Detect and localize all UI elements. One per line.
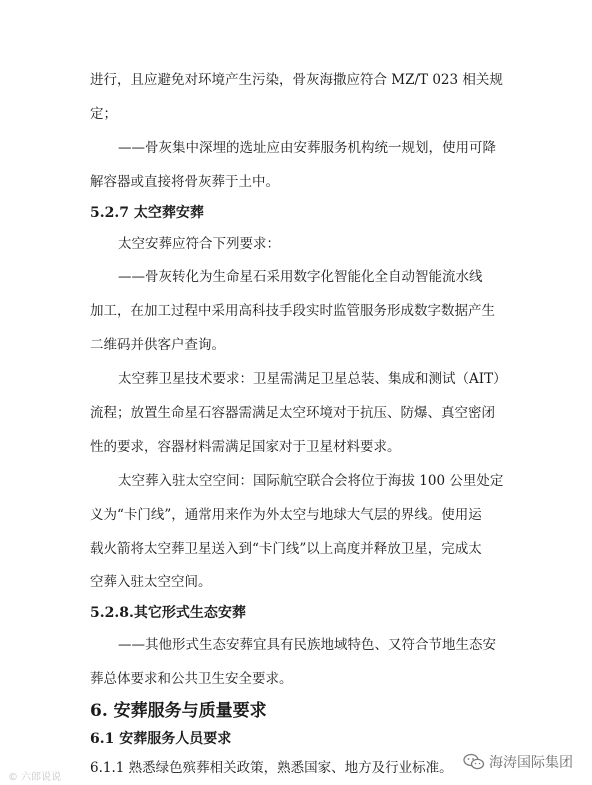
body-line: 太空葬卫星技术要求：卫星需满足卫星总装、集成和测试（AIT） bbox=[118, 371, 507, 387]
body-line: 空葬入驻太空空间。 bbox=[90, 574, 212, 590]
body-line: ——骨灰转化为生命星石采用数字化智能化全自动智能流水线 bbox=[118, 269, 483, 285]
section-heading-5-2-7: 5.2.7 太空葬安葬 bbox=[90, 205, 204, 221]
body-line: 流程；放置生命星石容器需满足太空环境对于抗压、防爆、真空密闭 bbox=[90, 405, 495, 421]
body-line: 性的要求，容器材料需满足国家对于卫星材料要求。 bbox=[90, 439, 401, 455]
body-line: ——其他形式生态安葬宜具有民族地域特色、又符合节地生态安 bbox=[118, 637, 496, 653]
wechat-icon bbox=[463, 753, 485, 771]
body-line: ——骨灰集中深埋的选址应由安葬服务机构统一规划，使用可降 bbox=[118, 140, 496, 156]
body-line: 解容器或直接将骨灰葬于土中。 bbox=[90, 174, 279, 190]
body-line: 加工，在加工过程中采用高科技手段实时监管服务形成数字数据产生 bbox=[90, 303, 495, 319]
body-line: 载火箭将太空葬卫星送入到“卡门线”以上高度并释放卫星，完成太 bbox=[90, 541, 482, 557]
watermark-right bbox=[463, 752, 573, 772]
chapter-heading-6: 6. 安葬服务与质量要求 bbox=[90, 701, 267, 721]
body-line: 葬总体要求和公共卫生安全要求。 bbox=[90, 671, 293, 687]
section-heading-5-2-8: 5.2.8.其它形式生态安葬 bbox=[90, 605, 246, 621]
body-line: 义为“卡门线”，通常用来作为外太空与地球大气层的界线。使用运 bbox=[90, 507, 482, 523]
body-line: 太空安葬应符合下列要求： bbox=[118, 236, 280, 252]
watermark-right-text: 海涛国际集团 bbox=[489, 755, 573, 771]
body-line: 二维码并供客户查询。 bbox=[90, 337, 225, 353]
watermark-left: © 六郎说说 bbox=[8, 772, 62, 783]
body-line: 太空葬入驻太空空间：国际航空联合会将位于海拔 100 公里处定 bbox=[118, 473, 504, 489]
body-line: 定； bbox=[90, 106, 117, 122]
body-line: 6.1.1 熟悉绿色殡葬相关政策，熟悉国家、地方及行业标准。 bbox=[90, 760, 453, 776]
body-line: 进行，且应避免对环境产生污染，骨灰海撒应符合 MZ/T 023 相关规 bbox=[90, 72, 503, 88]
section-heading-6-1: 6.1 安葬服务人员要求 bbox=[90, 731, 232, 747]
